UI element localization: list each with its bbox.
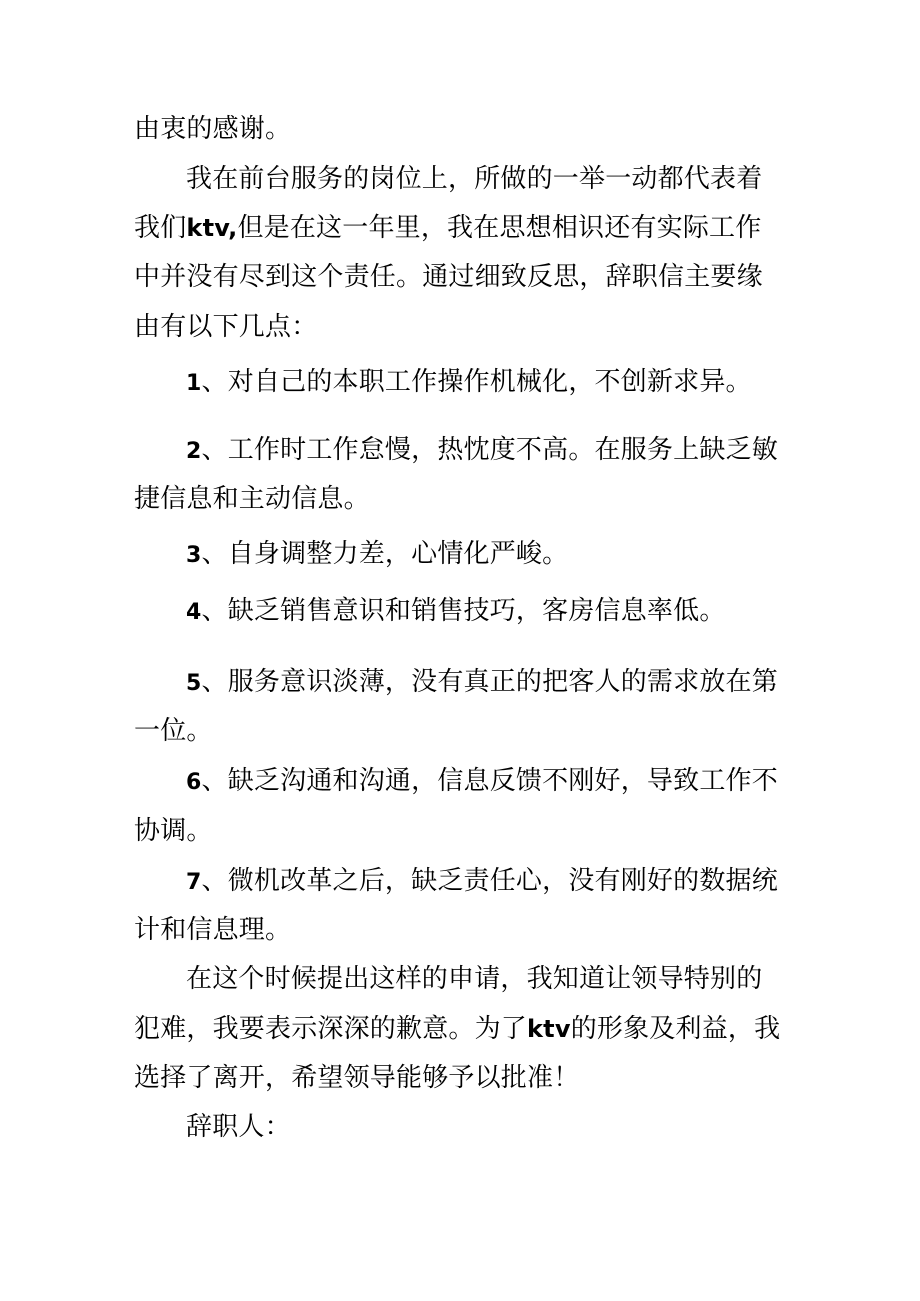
paragraph-line (134, 1012, 794, 1046)
text-run: 但是在这一年里，我在思想相识还有实际工作 (237, 213, 762, 243)
item-text: 、微机改革之后，缺乏责任心，没有刚好的数据统 (201, 866, 778, 896)
text-run: 的形象及利益，我 (570, 1014, 781, 1044)
list-item-5 (186, 665, 846, 701)
list-item-1 (186, 365, 846, 401)
paragraph-line: 选择了离开，希望领导能够予以批准！ (134, 1063, 580, 1093)
paragraph-line: 由有以下几点： (134, 312, 318, 342)
item-text: 、自身调整力差，心情化严峻。 (201, 539, 569, 569)
item-number: 5 (186, 671, 202, 696)
item-number: 6 (186, 770, 202, 795)
paragraph-line: 我在前台服务的岗位上，所做的一举一动都代表着 (186, 164, 763, 194)
paragraph-line: 计和信息理。 (134, 915, 292, 945)
item-number: 3 (186, 543, 202, 568)
paragraph-line (134, 211, 794, 245)
item-text: 、工作时工作怠慢，热忱度不高。在服务上缺乏敏 (201, 435, 778, 465)
paragraph-line: 协调。 (134, 816, 213, 846)
item-text: 、服务意识淡薄，没有真正的把客人的需求放在第 (201, 667, 778, 697)
item-number: 2 (186, 439, 202, 464)
paragraph-line: 中并没有尽到这个责任。通过细致反思，辞职信主要缘 (134, 262, 763, 292)
text-run: 犯难，我要表示深深的歉意。为了 (134, 1014, 528, 1044)
latin-text: ktv (527, 1015, 571, 1043)
item-text: 、缺乏沟通和沟通，信息反馈不刚好，导致工作不 (201, 766, 778, 796)
paragraph-line: 由衷的感谢。 (134, 114, 292, 144)
item-number: 7 (186, 870, 202, 895)
list-item-7 (186, 864, 846, 900)
text-run: 我们 (134, 213, 187, 243)
item-number: 1 (186, 371, 202, 396)
list-item-4 (186, 594, 846, 630)
item-text: 、缺乏销售意识和销售技巧，客房信息率低。 (201, 596, 726, 626)
paragraph-line: 在这个时候提出这样的申请，我知道让领导特别的 (186, 964, 763, 994)
signature-label: 辞职人： (186, 1112, 291, 1142)
paragraph-line: 捷信息和主动信息。 (134, 484, 370, 514)
paragraph-line: 一位。 (134, 716, 213, 746)
item-number: 4 (186, 600, 202, 625)
list-item-6 (186, 764, 846, 800)
list-item-3 (186, 537, 846, 573)
latin-text: ktv, (186, 214, 238, 242)
list-item-2 (186, 433, 846, 469)
item-text: 、对自己的本职工作操作机械化，不创新求异。 (201, 367, 752, 397)
